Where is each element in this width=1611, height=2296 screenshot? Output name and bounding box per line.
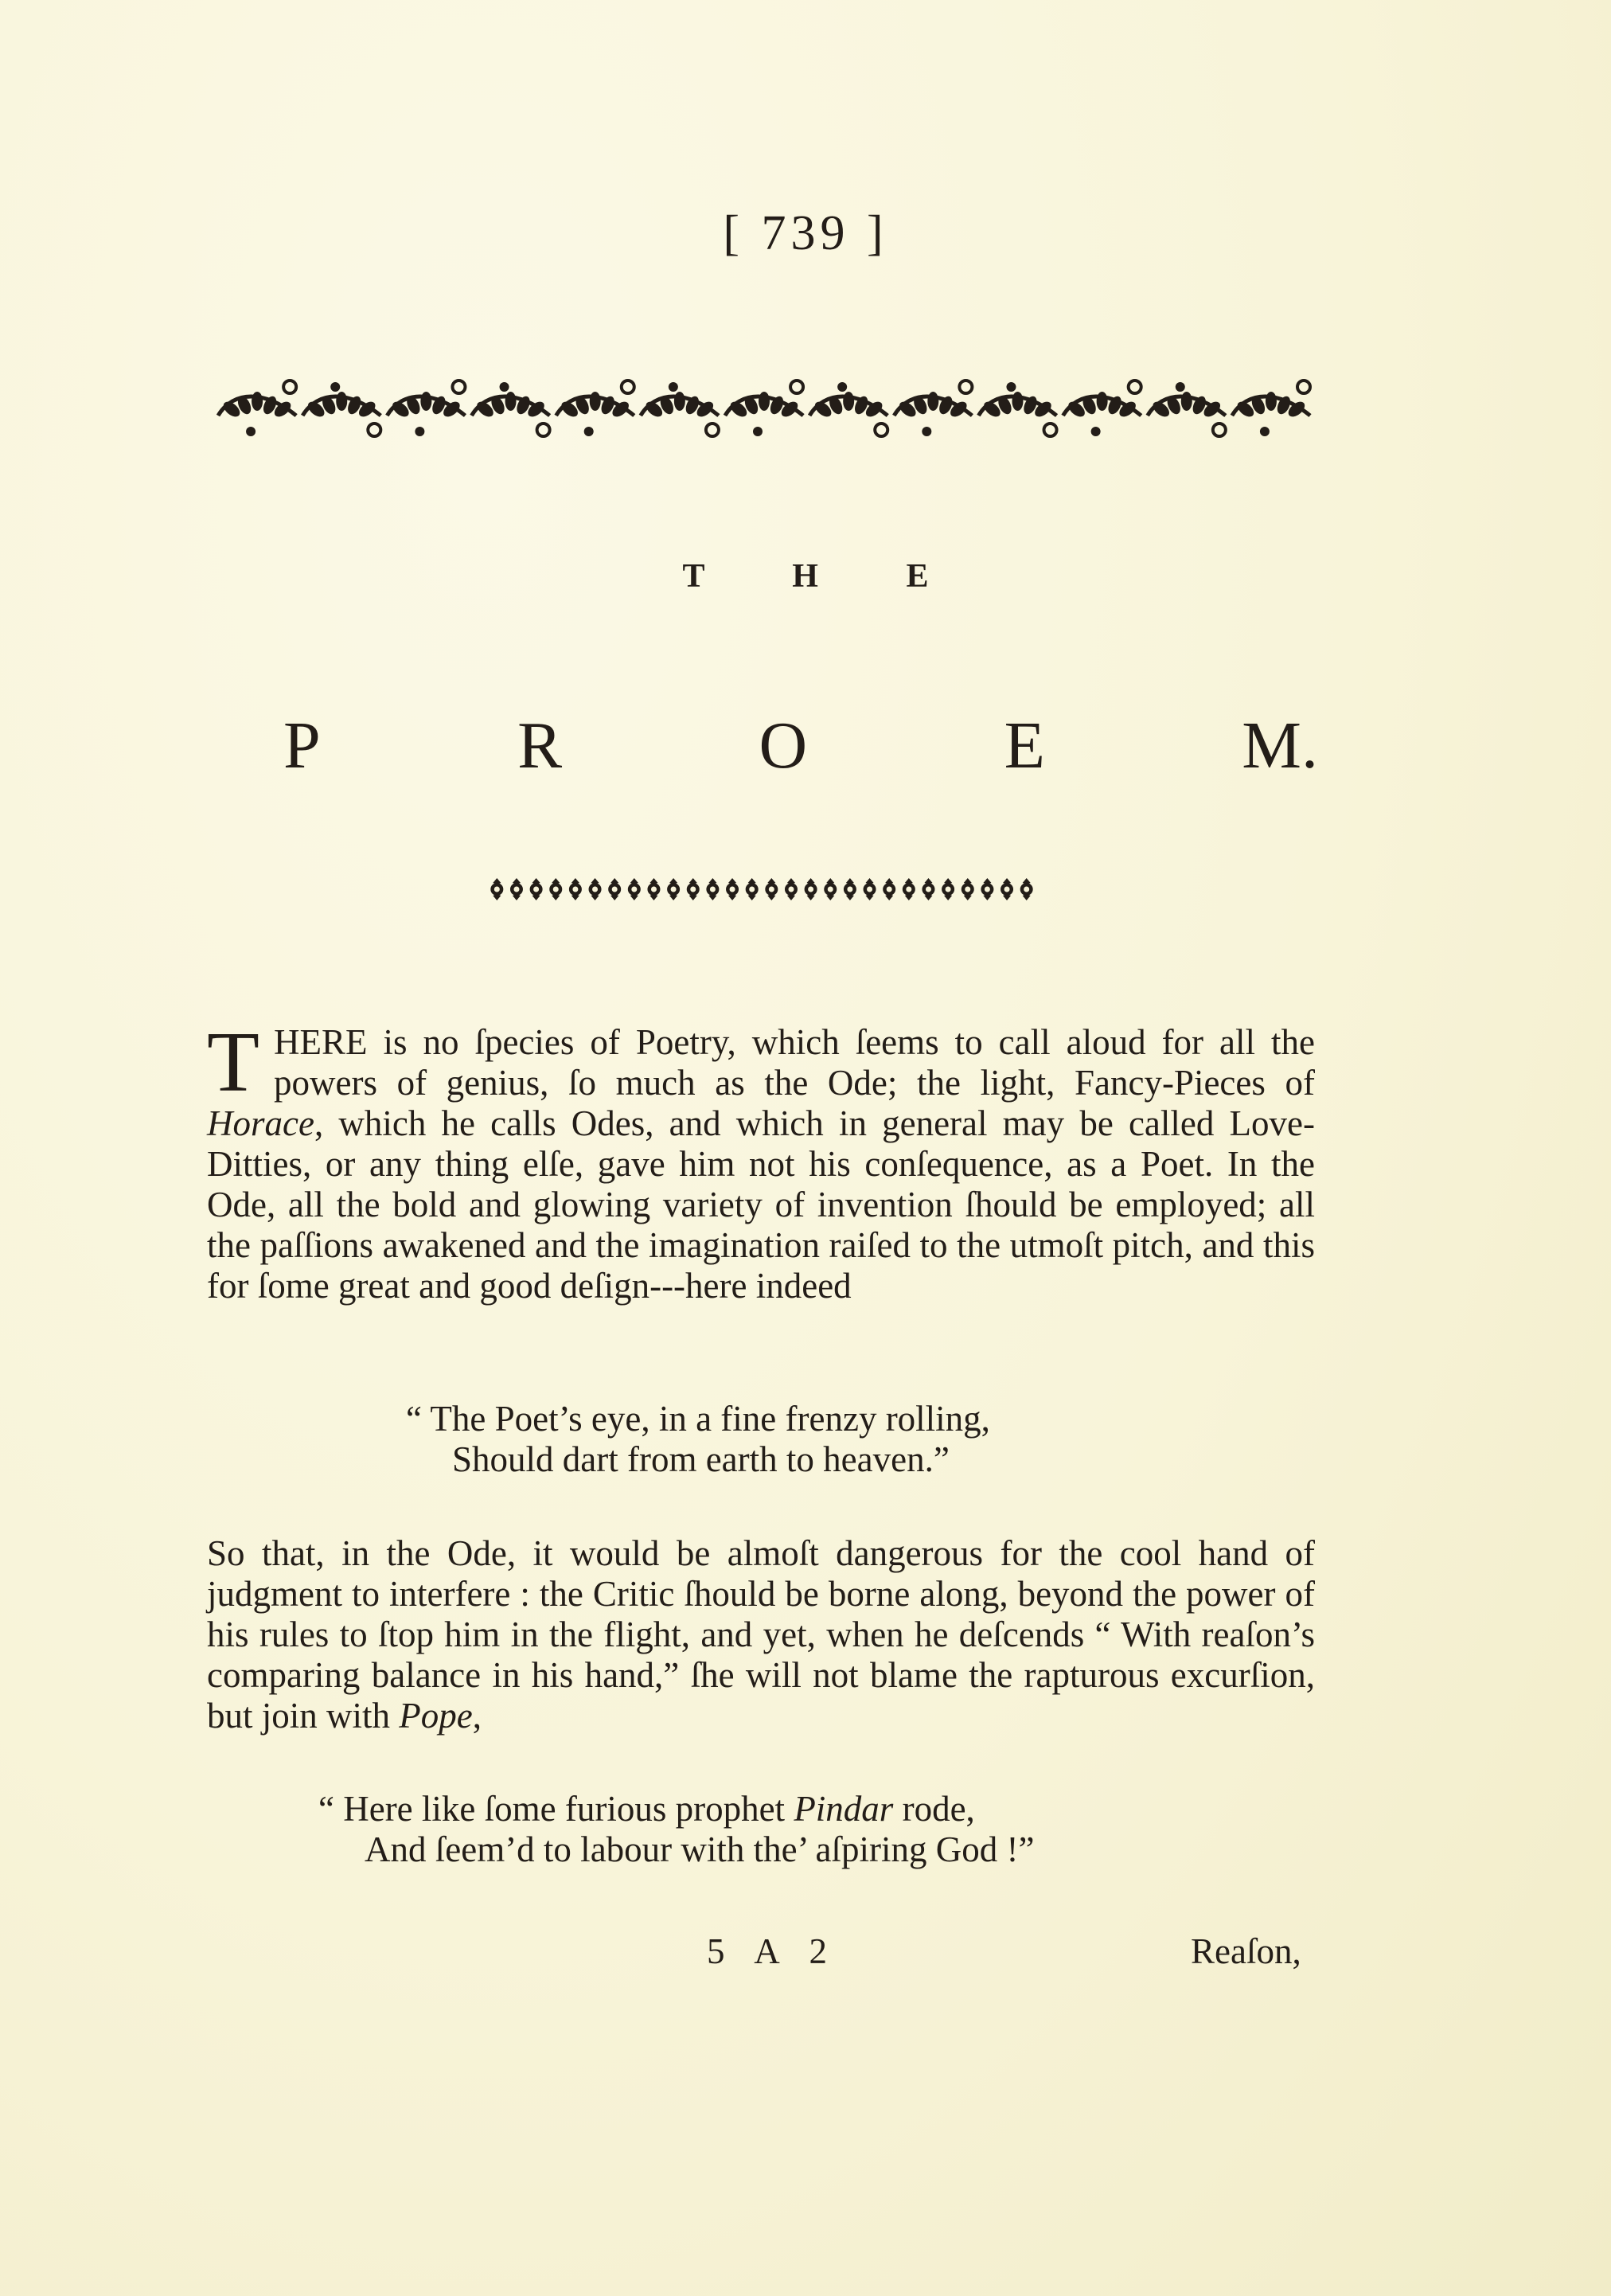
vine-berry: [1297, 381, 1310, 393]
fleuron-eye: [494, 887, 500, 892]
vine-berry: [622, 381, 634, 393]
paragraph-2-text: So that, in the Ode, it would be almoſt dangerous for the cool hand of judgment to interfere : the Critic ſhould be borne along, beyond the power of his rules to ſtop him in the flight, and yet, when he deſcends “ With reaſon’s comparing balance in his hand,” ſhe will not blame the rapturous excurſion, but join with: [207, 1533, 1315, 1736]
vine-leaf: [252, 392, 263, 411]
paragraph-2: [207, 1533, 1315, 1736]
fleuron-eye: [946, 887, 951, 892]
fleuron-eye: [788, 887, 794, 892]
vine-leaf: [927, 392, 938, 411]
fleuron-eye: [572, 887, 578, 892]
fleuron-eye: [1024, 887, 1029, 892]
vine-berry: [1260, 427, 1270, 436]
fleuron-rule: [487, 876, 1036, 903]
quote-2-line-2: And ſeem’d to labour with the’ aſpiring God !”: [365, 1829, 1035, 1869]
fleuron-eye: [808, 887, 813, 892]
fleuron-eye: [906, 887, 911, 892]
vine-berry: [959, 381, 972, 393]
vine-berry: [1129, 381, 1141, 393]
paragraph-1-italic: Horace: [207, 1103, 314, 1143]
vine-leaf: [759, 392, 770, 411]
fleuron-eye: [749, 887, 755, 892]
vine-leaf: [505, 392, 517, 411]
vine-berry: [584, 427, 594, 436]
vine-berry: [837, 382, 847, 392]
quote-2-italic: Pindar: [794, 1789, 894, 1829]
page-number: [ 739 ]: [723, 206, 888, 260]
vine-leaf: [590, 392, 601, 411]
heading-the: T H E: [682, 558, 969, 595]
vine-leaf: [674, 392, 685, 411]
fleuron-eye: [533, 887, 539, 892]
fleuron-eye: [730, 887, 735, 892]
quote-2: [318, 1789, 1274, 1870]
fleuron-eye: [985, 887, 990, 892]
fleuron-eye: [769, 887, 774, 892]
quote-2-line-1: [318, 1789, 1274, 1829]
heading-letter: O: [759, 709, 808, 783]
quote-2-line-1-start: “ Here like ſome furious prophet: [318, 1789, 794, 1829]
paragraph-1: [207, 1015, 1315, 1306]
vine-ornament-top: [215, 374, 1313, 446]
signature-mark: 5 A 2: [707, 1931, 839, 1971]
vine-berry: [1091, 427, 1101, 436]
vine-berry: [753, 427, 763, 436]
fleuron-eye: [847, 887, 852, 892]
fleuron-eye: [671, 887, 677, 892]
quote-2-line-1-end: rode,: [893, 1789, 975, 1829]
vine-berry: [283, 381, 296, 393]
vine-berry: [922, 427, 931, 436]
fleuron-eye: [887, 887, 892, 892]
vine-leaf: [336, 392, 347, 411]
paragraph-2-italic: Pope: [399, 1696, 473, 1736]
fleuron-eye: [612, 887, 618, 892]
paragraph-1-text-end: , which he calls Odes, and which in general may be called Love-Ditties, or any thing elſe, gave him not his conſequence, as a Poet. In the Ode, all the bold and glowing variety of invention ſhould be employed; all the paſſions awakened and the imagination raiſed to the utmoſt pitch, and this for ſome great and good deſign---here indeed: [207, 1103, 1315, 1306]
vine-berry: [1176, 382, 1185, 392]
vine-berry: [669, 382, 678, 392]
vine-leaf: [1012, 392, 1023, 411]
heading-letter: P: [283, 709, 321, 783]
vine-berry: [790, 381, 803, 393]
vine-berry: [1213, 424, 1226, 436]
vine-leaf: [843, 392, 854, 411]
vine-berry: [500, 382, 509, 392]
paragraph-1-text-start: HERE is no ſpecies of Poetry, which ſeems to call aloud for all the powers of genius, ſo much as the Ode; the light, Fancy-Pieces of: [273, 1022, 1315, 1103]
heading-letter: M.: [1242, 709, 1318, 783]
vine-berry: [330, 382, 340, 392]
heading-letter: R: [517, 709, 563, 783]
fleuron-eye: [631, 887, 637, 892]
quote-1-line-2: Should dart from earth to heaven.”: [452, 1439, 950, 1479]
vine-berry: [706, 424, 719, 436]
fleuron-eye: [592, 887, 598, 892]
drop-cap: T: [207, 1015, 259, 1110]
vine-leaf: [1097, 392, 1108, 411]
vine-berry: [1044, 424, 1057, 436]
vine-berry: [537, 424, 550, 436]
fleuron-eye: [690, 887, 696, 892]
vine-berry: [452, 381, 465, 393]
vine-berry: [875, 424, 887, 436]
fleuron-eye: [513, 887, 519, 892]
fleuron-eye: [651, 887, 657, 892]
fleuron-eye: [710, 887, 716, 892]
vine-berry: [246, 427, 255, 436]
fleuron-eye: [553, 887, 559, 892]
fleuron-eye: [828, 887, 833, 892]
quote-1-line-1: “ The Poet’s eye, in a fine frenzy rolling,: [406, 1399, 990, 1439]
vine-leaf: [1266, 392, 1277, 411]
heading-letter: E: [1004, 709, 1045, 783]
vine-berry: [415, 427, 424, 436]
paragraph-2-end: ,: [472, 1696, 482, 1736]
heading-proem: [283, 707, 1318, 784]
vine-leaf: [420, 392, 431, 411]
fleuron-eye: [867, 887, 872, 892]
vine-leaf: [1181, 392, 1192, 411]
fleuron-eye: [926, 887, 931, 892]
vine-berry: [368, 424, 380, 436]
catchword: Reaſon,: [1191, 1931, 1301, 1971]
quote-1: [406, 1399, 1202, 1480]
vine-berry: [1006, 382, 1016, 392]
fleuron-eye: [1004, 887, 1010, 892]
fleuron-eye: [965, 887, 970, 892]
